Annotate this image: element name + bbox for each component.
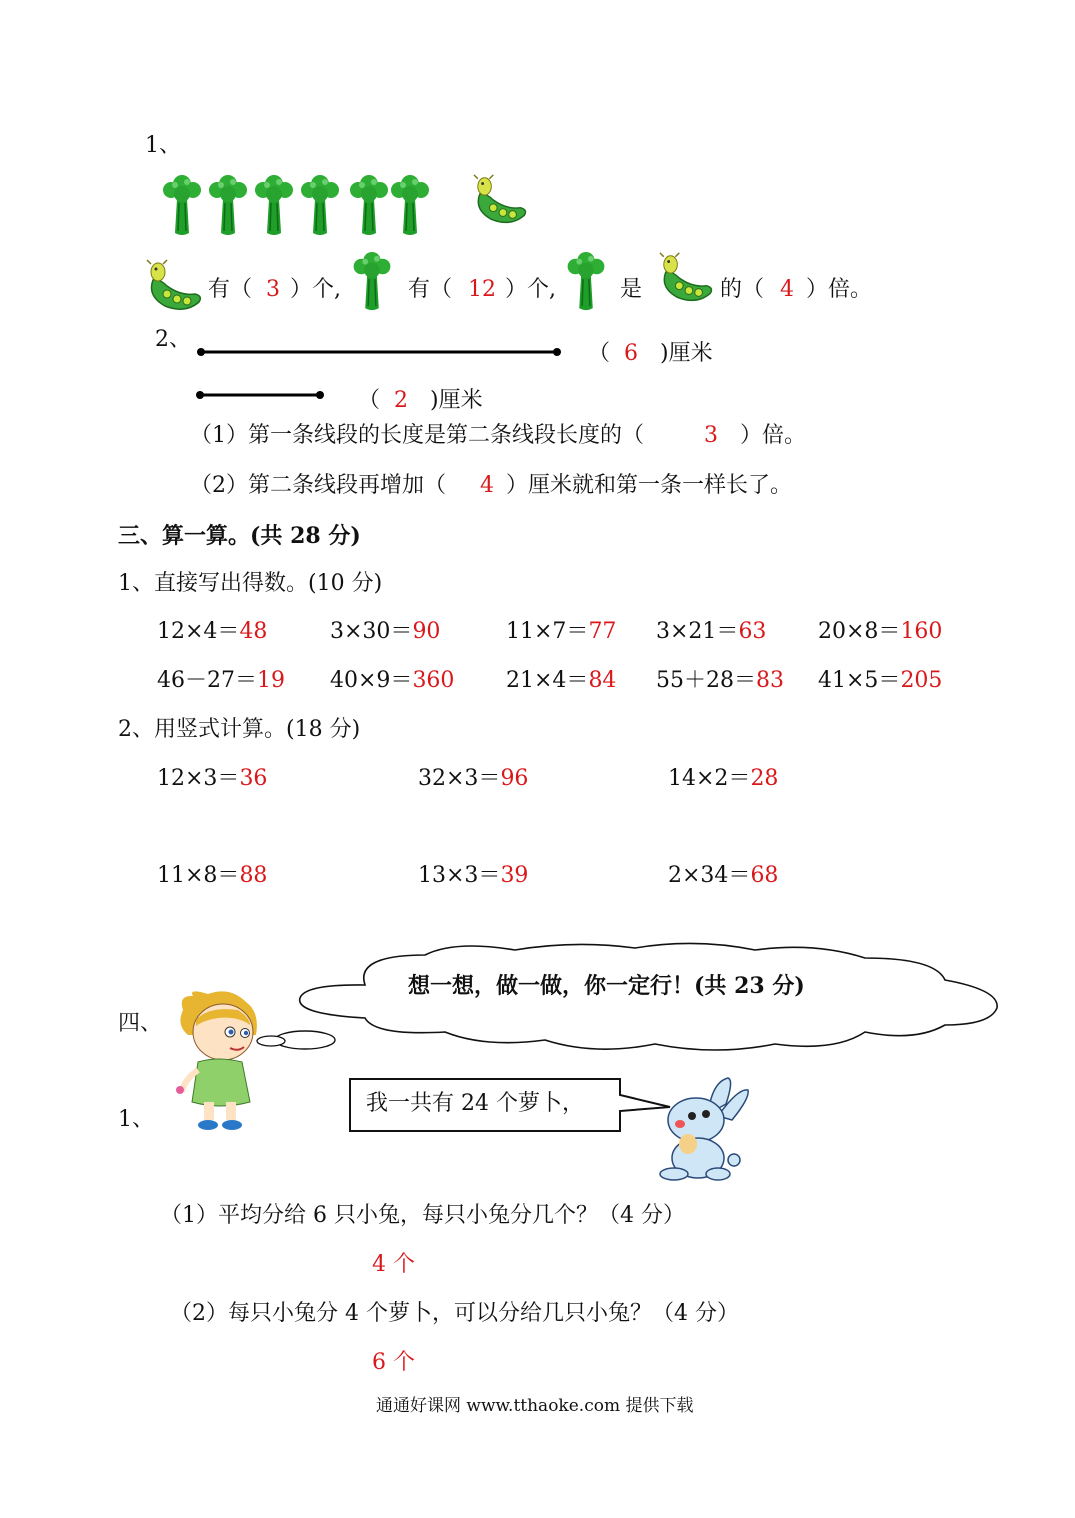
text: ）个, — [290, 277, 341, 302]
section-title: 三、算一算。(共 28 分) — [118, 523, 361, 549]
equation: 41×5＝205 — [818, 668, 943, 693]
question-number: 1、 — [145, 133, 181, 158]
text: （ — [358, 388, 381, 413]
broccoli-icon — [352, 252, 392, 312]
text: )厘米 — [430, 388, 483, 413]
footer: 通通好课网 www.tthaoke.com 提供下载 — [376, 1396, 694, 1416]
broccoli-icon — [390, 175, 430, 237]
equation: 3×21＝63 — [656, 619, 767, 644]
text: 是 — [620, 277, 643, 302]
answer: 3 — [704, 423, 718, 448]
thought-cloud — [255, 940, 1005, 1060]
equation: 20×8＝160 — [818, 619, 943, 644]
question-number: 1、 — [118, 1107, 154, 1132]
text: 有（ — [208, 277, 253, 302]
answer: 4 个 — [372, 1252, 415, 1277]
equation: 3×30＝90 — [330, 619, 441, 644]
answer: 6 个 — [372, 1350, 415, 1375]
speech-text: 我一共有 24 个萝卜， — [366, 1091, 584, 1116]
question-title: 2、用竖式计算。(18 分) — [118, 717, 361, 742]
pea-pod-icon — [658, 250, 716, 305]
equation: 40×9＝360 — [330, 668, 455, 693]
text: )厘米 — [660, 341, 713, 366]
girl-illustration — [168, 990, 273, 1135]
broccoli-icon — [566, 252, 606, 312]
broccoli-icon — [254, 175, 294, 237]
text: （2）每只小兔分 4 个萝卜，可以分给几只小兔？（4 分） — [170, 1301, 739, 1326]
broccoli-icon — [349, 175, 389, 237]
text: （1）第一条线段的长度是第二条线段长度的（ — [190, 423, 644, 448]
text: （2）第二条线段再增加（ — [190, 473, 446, 498]
pea-pod-icon — [145, 258, 205, 313]
broccoli-icon — [208, 175, 248, 237]
cloud-text: 想一想，做一做，你一定行！(共 23 分) — [408, 973, 805, 999]
equation: 46－27＝19 — [157, 668, 285, 693]
line-segment-2 — [194, 389, 328, 401]
question-title: 1、直接写出得数。(10 分) — [118, 571, 383, 596]
text: （ — [588, 341, 611, 366]
equation: 14×2＝28 — [668, 766, 779, 791]
equation: 21×4＝84 — [506, 668, 617, 693]
answer: 6 — [624, 341, 638, 366]
answer: 2 — [394, 388, 408, 413]
text: ）厘米就和第一条一样长了。 — [506, 473, 793, 498]
equation: 55＋28＝83 — [656, 668, 784, 693]
equation: 32×3＝96 — [418, 766, 529, 791]
broccoli-icon — [162, 175, 202, 237]
text: 的（ — [720, 277, 765, 302]
text: ）倍。 — [740, 423, 807, 448]
equation: 12×3＝36 — [157, 766, 268, 791]
section-label: 四、 — [118, 1011, 163, 1036]
answer: 12 — [468, 277, 496, 302]
question-number: 2、 — [155, 327, 191, 352]
equation: 2×34＝68 — [668, 863, 779, 888]
pea-pod-icon — [472, 172, 530, 227]
answer: 4 — [780, 277, 794, 302]
text: ）个, — [505, 277, 556, 302]
equation: 11×8＝88 — [157, 863, 268, 888]
equation: 13×3＝39 — [418, 863, 529, 888]
answer: 4 — [480, 473, 494, 498]
text: 有（ — [408, 277, 453, 302]
text: （1）平均分给 6 只小兔，每只小兔分几个？（4 分） — [160, 1203, 685, 1228]
line-segment-1 — [195, 346, 565, 358]
answer: 3 — [266, 277, 280, 302]
text: ）倍。 — [806, 277, 873, 302]
broccoli-icon — [300, 175, 340, 237]
equation: 11×7＝77 — [506, 619, 617, 644]
equation: 12×4＝48 — [157, 619, 268, 644]
rabbit-illustration — [652, 1074, 752, 1184]
